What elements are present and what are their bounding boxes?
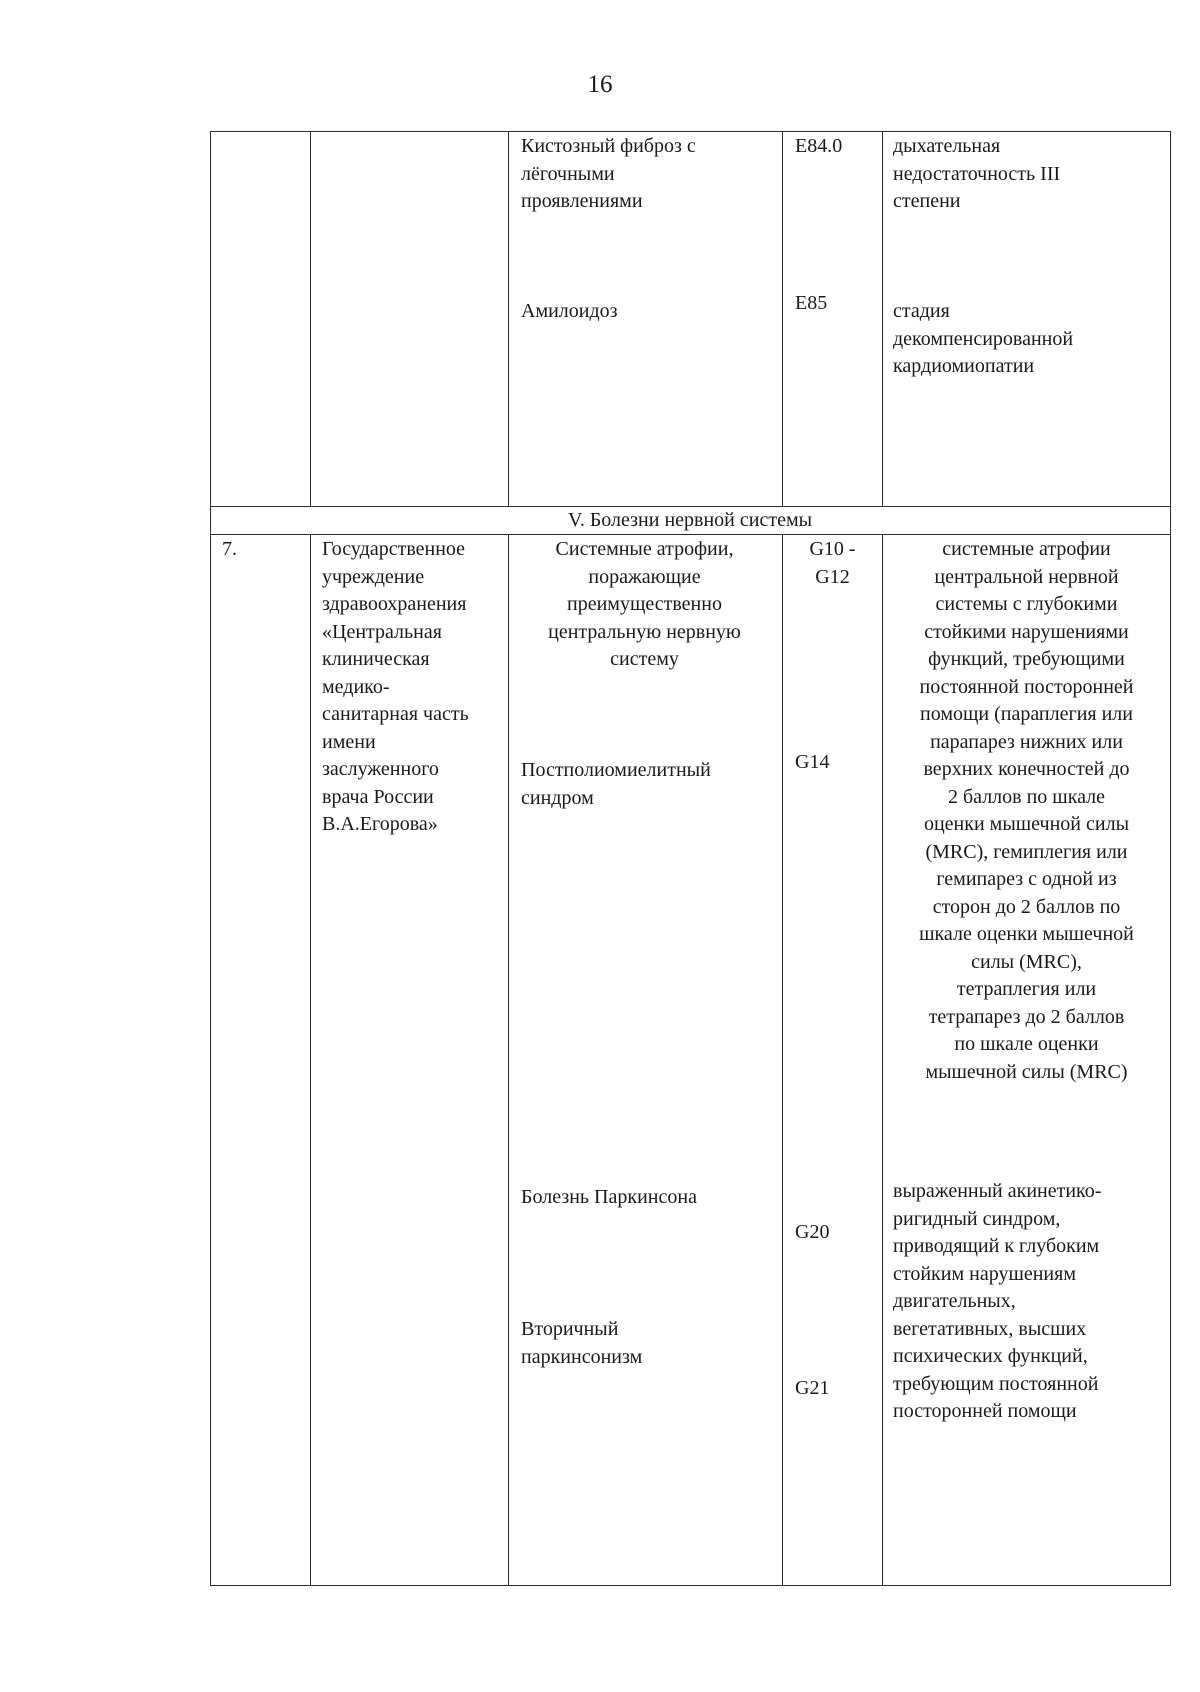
column-divider-2 [508,534,509,1585]
table-top-border [210,131,1171,132]
condition-cell: Кистозный фиброз с лёгочными проявлениями [521,135,696,212]
section-title: V. Болезни нервной системы [567,509,813,531]
column-divider-1 [310,534,311,1585]
code-cell: E85 [795,292,828,314]
section-row-bottom-border [210,534,1171,535]
row-number: 7. [222,538,237,560]
column-divider-4 [882,534,883,1585]
table-bottom-border [210,1585,1171,1586]
column-divider-1 [310,131,311,506]
criteria-cell: выраженный акинетико- ригидный синдром, приводящий к глубоким стойким нарушениям двигательных, вегетативных, высших психических функций, требующим постоянной посторонней помощи [893,1180,1102,1422]
criteria-cell: стадия декомпенсированной кардиомиопатии [893,300,1074,377]
condition-cell: Болезнь Паркинсона [521,1186,697,1208]
code-cell: G10 - G12 [809,538,856,588]
column-divider-3 [782,131,783,506]
institution-cell: Государственное учреждение здравоохранения «Центральная клиническая медико- санитарная часть имени заслуженного врача России В.А.Егорова» [322,538,469,835]
code-cell: G21 [795,1377,830,1399]
condition-cell: Системные атрофии, поражающие преимущественно центральную нервную систему [548,538,741,670]
criteria-cell: системные атрофии центральной нервной системы с глубокими стойкими нарушениями функций, требующими постоянной посторонней помощи (параплегия или парапарез нижних или верхних конечностей до 2 баллов по шкале оценки мышечной силы (MRC), гемиплегия или гемипарез с одной из сторон до 2 баллов по шкале оценки мышечной силы (MRC), тетраплегия или тетрапарез до 2 баллов по шкале оценки мышечной силы (MRC) [919,538,1134,1083]
column-divider-4 [882,131,883,506]
code-cell: G20 [795,1221,830,1243]
table-left-border [210,131,211,1586]
criteria-cell: дыхательная недостаточность III степени [893,135,1061,212]
condition-cell: Вторичный паркинсонизм [521,1318,643,1368]
condition-cell: Постполиомиелитный синдром [521,759,711,809]
column-divider-3 [782,534,783,1585]
column-divider-2 [508,131,509,506]
condition-cell: Амилоидоз [521,300,618,322]
code-cell: G14 [795,751,830,773]
table-right-border [1170,131,1171,1586]
code-cell: E84.0 [795,135,843,157]
page-number: 16 [587,71,613,98]
